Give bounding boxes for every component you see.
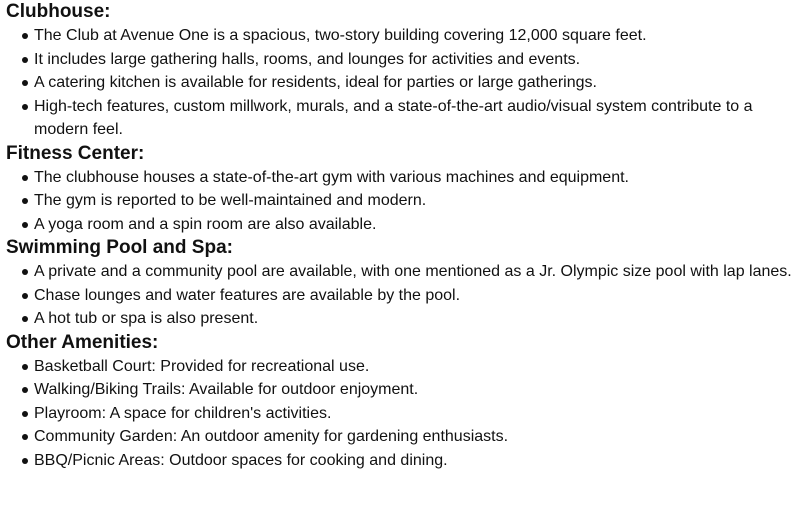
bullet-list	[6, 24, 800, 142]
list-item: A hot tub or spa is also present.	[34, 307, 800, 331]
list-item: High-tech features, custom millwork, murals, and a state-of-the-art audio/visual system contribute to a modern feel.	[34, 95, 800, 142]
list-item: The Club at Avenue One is a spacious, two-story building covering 12,000 square feet.	[34, 24, 800, 48]
list-item: A catering kitchen is available for residents, ideal for parties or large gatherings.	[34, 71, 800, 95]
list-item: Walking/Biking Trails: Available for outdoor enjoyment.	[34, 378, 800, 402]
section-heading: Fitness Center:	[6, 142, 145, 164]
section-other-amenities	[6, 331, 800, 473]
list-item: Chase lounges and water features are available by the pool.	[34, 284, 800, 308]
list-item: Community Garden: An outdoor amenity for gardening enthusiasts.	[34, 425, 800, 449]
list-item: A yoga room and a spin room are also available.	[34, 213, 800, 237]
list-item: Playroom: A space for children's activities.	[34, 402, 800, 426]
list-item: The gym is reported to be well-maintained and modern.	[34, 189, 800, 213]
list-item: BBQ/Picnic Areas: Outdoor spaces for cooking and dining.	[34, 449, 800, 473]
bullet-list	[6, 166, 800, 237]
bullet-list	[6, 355, 800, 473]
list-item: The clubhouse houses a state-of-the-art gym with various machines and equipment.	[34, 166, 800, 190]
section-heading: Clubhouse:	[6, 1, 111, 22]
section-swimming-pool-and-spa	[6, 236, 800, 331]
section-heading: Other Amenities:	[6, 331, 159, 353]
list-item: A private and a community pool are available, with one mentioned as a Jr. Olympic size pool with lap lanes.	[34, 260, 800, 284]
section-heading: Swimming Pool and Spa:	[6, 237, 233, 258]
bullet-list	[6, 260, 800, 331]
section-clubhouse	[6, 0, 800, 142]
list-item: It includes large gathering halls, rooms, and lounges for activities and events.	[34, 48, 800, 72]
section-fitness-center	[6, 142, 800, 237]
list-item: Basketball Court: Provided for recreational use.	[34, 355, 800, 379]
